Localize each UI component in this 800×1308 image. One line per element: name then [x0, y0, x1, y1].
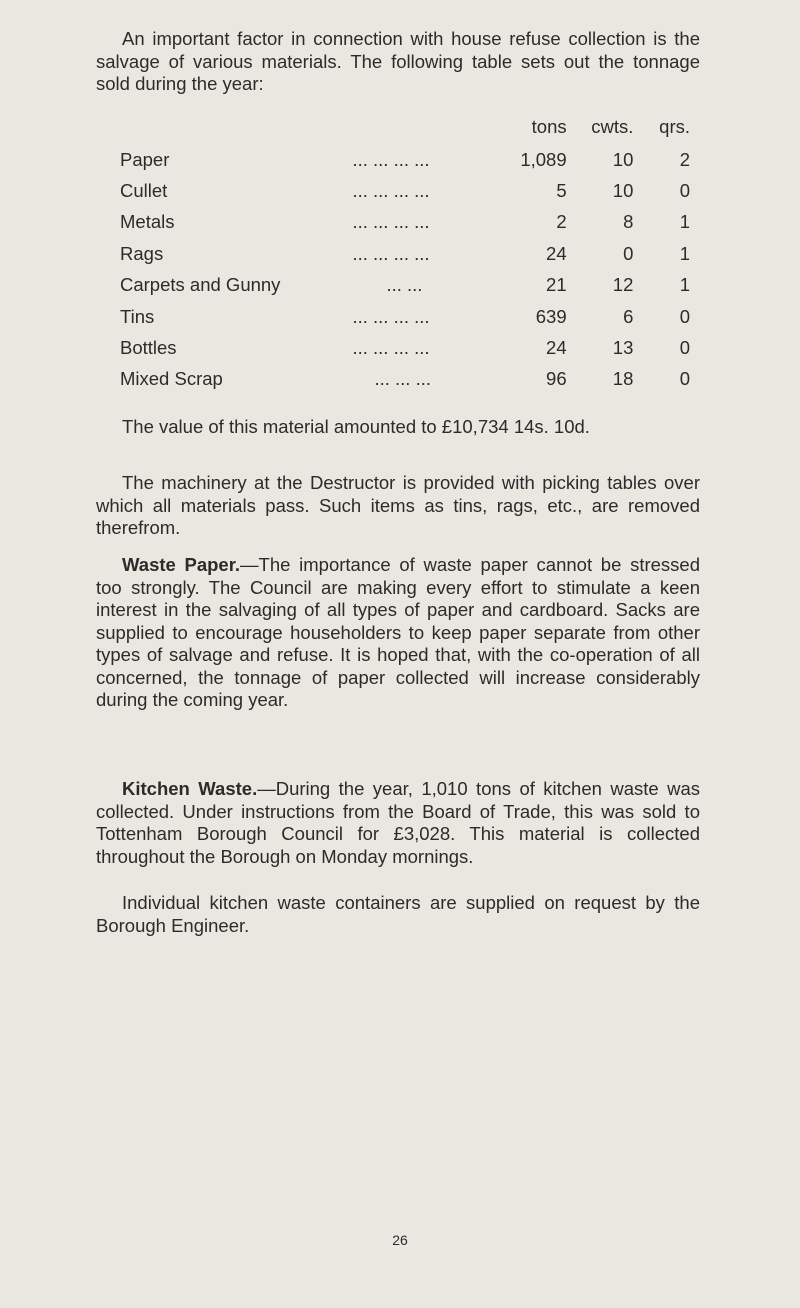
containers-paragraph: Individual kitchen waste containers are supplied on request by the Borough Engineer. — [96, 892, 700, 936]
table-header-row — [120, 110, 690, 144]
machinery-paragraph: The machinery at the Destructor is provided with picking tables over which all materials pass. Such items as tins, rags, etc., are removed therefrom. — [96, 472, 700, 538]
row-label: Bottles — [120, 337, 177, 359]
salvage-table — [120, 110, 690, 395]
row-cwts: 18 — [612, 368, 634, 390]
row-leader: ... ... ... ... — [352, 180, 430, 202]
table-row — [120, 238, 690, 269]
row-cwts: 10 — [612, 180, 634, 202]
waste-paper-paragraph — [96, 554, 700, 712]
row-leader: ... ... — [386, 274, 423, 296]
header-qrs: qrs. — [659, 116, 690, 137]
row-tons: 639 — [535, 305, 567, 327]
row-qrs: 0 — [679, 305, 690, 327]
table-row — [120, 364, 690, 395]
row-label: Rags — [120, 242, 164, 264]
table-row — [120, 332, 690, 363]
intro-paragraph: An important factor in connection with house refuse collection is the salvage of various materials. The following table sets out the tonnage sold during the year: — [96, 28, 700, 94]
row-cwts: 6 — [623, 305, 634, 327]
row-tons: 5 — [556, 180, 567, 202]
row-tons: 21 — [546, 274, 567, 296]
row-label: Mixed Scrap — [120, 368, 223, 390]
row-qrs: 1 — [679, 211, 690, 233]
table-row — [120, 175, 690, 206]
row-qrs: 0 — [679, 368, 690, 390]
page-number: 26 — [392, 1232, 408, 1248]
row-cwts: 10 — [612, 148, 634, 170]
table-row — [120, 301, 690, 332]
kitchen-waste-paragraph — [96, 778, 700, 868]
row-leader: ... ... ... ... — [352, 337, 430, 359]
row-leader: ... ... ... ... — [352, 211, 430, 233]
waste-paper-heading: Waste Paper. — [122, 554, 241, 575]
row-qrs: 0 — [679, 337, 690, 359]
waste-paper-text: —The importance of waste paper cannot be stressed too strongly. The Council are making every effort to stimulate a keen interest in the salvaging of all types of paper and cardboard. Sacks are supplied to encourage householders to keep paper separate from other types of salvage and refuse. It is hoped that, with the co-operation of all concerned, the tonnage of paper collected will increase considerably during the coming year. — [96, 554, 700, 710]
kitchen-waste-heading: Kitchen Waste. — [122, 778, 258, 799]
row-tons: 2 — [556, 211, 567, 233]
row-tons: 1,089 — [520, 148, 567, 170]
row-label: Tins — [120, 305, 155, 327]
kitchen-waste-text: —During the year, 1,010 tons of kitchen waste was collected. Under instructions from the Board of Trade, this was sold to Tottenham Borough Council for £3,028. This material is collected throughout the Borough on Monday mornings. — [96, 778, 701, 867]
row-leader: ... ... ... ... — [352, 305, 430, 327]
table-row — [120, 270, 690, 301]
row-label: Carpets and Gunny — [120, 274, 281, 296]
row-leader: ... ... ... ... — [352, 242, 430, 264]
row-cwts: 12 — [612, 274, 634, 296]
row-qrs: 0 — [679, 180, 690, 202]
table-row — [120, 144, 690, 175]
row-cwts: 13 — [612, 337, 634, 359]
row-qrs: 2 — [679, 148, 690, 170]
header-tons: tons — [531, 116, 567, 137]
row-qrs: 1 — [679, 242, 690, 264]
row-cwts: 8 — [623, 211, 634, 233]
header-cwts: cwts. — [591, 116, 634, 137]
row-label: Metals — [120, 211, 175, 233]
table-row — [120, 207, 690, 238]
row-tons: 24 — [546, 242, 567, 264]
row-leader: ... ... ... — [374, 368, 432, 390]
value-statement: The value of this material amounted to £10,734 14s. 10d. — [122, 416, 590, 437]
row-qrs: 1 — [679, 274, 690, 296]
row-leader: ... ... ... ... — [352, 148, 430, 170]
row-tons: 96 — [546, 368, 567, 390]
row-label: Paper — [120, 148, 170, 170]
row-label: Cullet — [120, 180, 168, 202]
row-tons: 24 — [546, 337, 567, 359]
row-cwts: 0 — [623, 242, 634, 264]
